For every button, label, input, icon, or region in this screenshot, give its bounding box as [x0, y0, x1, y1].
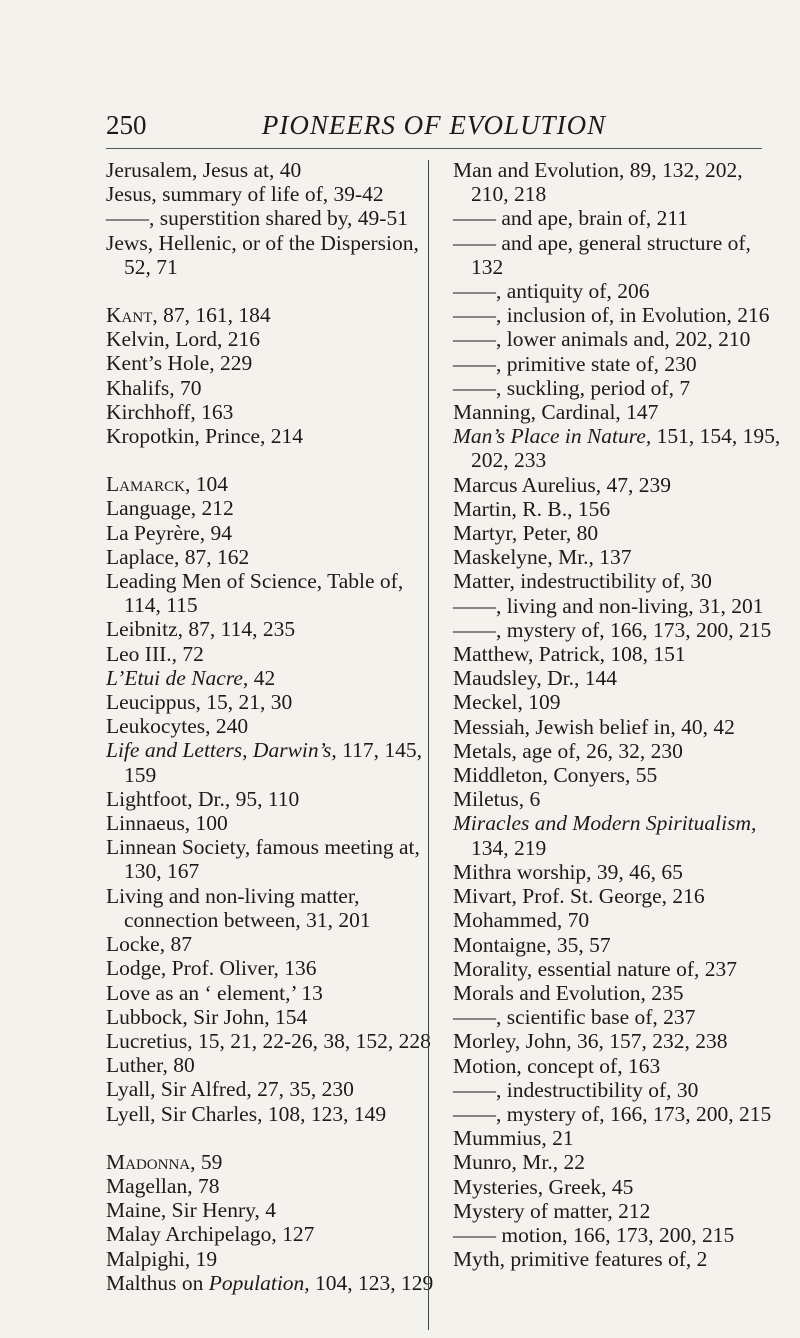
index-entry-text: Man and Evolution, 89, 132, 202, 210, 218	[453, 158, 743, 207]
index-entry	[453, 400, 783, 424]
index-entry	[106, 956, 436, 980]
index-entry-text: Martin, R. B., 156	[453, 496, 611, 521]
index-entry	[453, 376, 783, 400]
index-entry	[453, 158, 783, 206]
index-entry	[453, 303, 783, 327]
index-entry-text: Mystery of matter, 212	[453, 1198, 651, 1223]
index-entry	[453, 1005, 783, 1029]
index-entry-text: Munro, Mr., 22	[453, 1150, 585, 1175]
index-entry-text: Martyr, Peter, 80	[453, 521, 599, 546]
index-entry	[106, 182, 436, 206]
index-entry-text: Lightfoot, Dr., 95, 110	[106, 786, 300, 811]
index-entry-text: Myth, primitive features of, 2	[453, 1247, 708, 1272]
index-entry	[106, 690, 436, 714]
index-entry	[453, 206, 783, 230]
index-entry-text: Lyall, Sir Alfred, 27, 35, 230	[106, 1077, 354, 1102]
index-entry-text: Language, 212	[106, 496, 234, 521]
index-entry-text: ——, inclusion of, in Evolution, 216	[453, 303, 770, 328]
index-entry-text: 117, 145, 159	[124, 738, 422, 787]
index-entry-text: Mithra worship, 39, 46, 65	[453, 859, 683, 884]
index-entry	[106, 158, 436, 182]
index-entry-text: Linnean Society, famous meeting at, 130, 167	[106, 835, 420, 884]
section-gap	[106, 1126, 436, 1150]
index-entry-text: Metals, age of, 26, 32, 230	[453, 738, 683, 763]
index-entry	[106, 1247, 436, 1271]
index-entry	[453, 594, 783, 618]
index-entry-text: Leukocytes, 240	[106, 714, 249, 739]
index-entry-text: Locke, 87	[106, 932, 192, 957]
index-entry-text: ——, primitive state of, 230	[453, 351, 697, 376]
index-entry	[106, 1077, 436, 1101]
index-entry-text: Motion, concept of, 163	[453, 1053, 661, 1078]
index-entry	[106, 1053, 436, 1077]
index-entry-text: Madonna, 59	[106, 1149, 223, 1174]
index-entry	[106, 1174, 436, 1198]
index-entry-text: ——, superstition shared by, 49-51	[106, 206, 408, 231]
index-entry	[453, 279, 783, 303]
index-entry-title: L’Etui de Nacre,	[106, 665, 249, 690]
index-entry	[106, 376, 436, 400]
index-entry	[106, 303, 436, 327]
index-entry-text: Malthus on	[106, 1270, 209, 1295]
index-entry-text: La Peyrère, 94	[106, 520, 232, 545]
index-entry-text: Morley, John, 36, 157, 232, 238	[453, 1029, 728, 1054]
index-entry-text: Marcus Aurelius, 47, 239	[453, 472, 671, 497]
index-entry	[453, 1102, 783, 1126]
index-entry	[106, 400, 436, 424]
index-entry	[453, 690, 783, 714]
index-entry-text: Manning, Cardinal, 147	[453, 400, 659, 425]
index-entry-text: Leucippus, 15, 21, 30	[106, 690, 293, 715]
index-entry	[453, 981, 783, 1005]
index-entry	[106, 1029, 436, 1053]
index-entry-title: Miracles and Modern Spiritualism,	[453, 811, 757, 836]
index-entry	[106, 545, 436, 569]
index-entry	[106, 714, 436, 738]
index-entry-text: ——, antiquity of, 206	[453, 279, 650, 304]
index-entry	[106, 1005, 436, 1029]
index-entry-text: Leading Men of Science, Table of, 114, 115	[106, 569, 404, 618]
index-entry	[106, 738, 436, 786]
index-entry-text: Morals and Evolution, 235	[453, 980, 684, 1005]
index-entry-text: ——, lower animals and, 202, 210	[453, 327, 751, 352]
index-entry-text: Kropotkin, Prince, 214	[106, 424, 304, 449]
index-entry-text: Kent’s Hole, 229	[106, 351, 253, 376]
index-entry	[453, 545, 783, 569]
index-entry	[106, 1198, 436, 1222]
index-entry	[453, 763, 783, 787]
section-gap	[106, 448, 436, 472]
index-entry	[106, 327, 436, 351]
index-entry-text: Maudsley, Dr., 144	[453, 666, 618, 691]
index-entry-text: Living and non-living matter, connection between, 31, 201	[106, 883, 371, 932]
index-entry	[453, 1029, 783, 1053]
index-column-left	[106, 158, 436, 1295]
index-entry	[106, 811, 436, 835]
page-number: 250	[106, 110, 147, 140]
index-entry-text: Magellan, 78	[106, 1173, 220, 1198]
index-entry	[453, 715, 783, 739]
index-entry-text: Jesus, summary of life of, 39-42	[106, 182, 384, 207]
index-entry	[106, 1222, 436, 1246]
index-entry	[106, 206, 436, 230]
index-entry-text: Kelvin, Lord, 216	[106, 327, 261, 352]
index-entry	[106, 521, 436, 545]
index-entry	[453, 1150, 783, 1174]
index-entry	[106, 666, 436, 690]
index-entry	[106, 569, 436, 617]
section-gap	[106, 279, 436, 303]
index-entry-text: Malay Archipelago, 127	[106, 1222, 315, 1247]
index-entry	[453, 642, 783, 666]
index-entry-text: Meckel, 109	[453, 690, 561, 715]
index-entry-text: ——, mystery of, 166, 173, 200, 215	[453, 1101, 772, 1126]
index-entry	[106, 1150, 436, 1174]
index-entry	[453, 739, 783, 763]
index-entry	[453, 860, 783, 884]
index-entry-text: Linnaeus, 100	[106, 811, 228, 836]
index-entry	[106, 835, 436, 883]
index-entry	[106, 932, 436, 956]
index-entry	[453, 957, 783, 981]
index-entry	[453, 521, 783, 545]
index-entry-text: Luther, 80	[106, 1053, 195, 1078]
index-entry	[453, 497, 783, 521]
index-entry-text: Maine, Sir Henry, 4	[106, 1198, 276, 1223]
index-entry-text: Middleton, Conyers, 55	[453, 763, 658, 788]
index-entry-text: Montaigne, 35, 57	[453, 932, 611, 957]
index-entry	[453, 473, 783, 497]
index-entry	[106, 1271, 436, 1295]
index-entry	[453, 1054, 783, 1078]
index-entry-text: Laplace, 87, 162	[106, 544, 250, 569]
index-entry	[453, 1126, 783, 1150]
index-entry	[106, 617, 436, 641]
index-entry-text: Khalifs, 70	[106, 375, 202, 400]
index-entry	[106, 496, 436, 520]
index-entry	[453, 933, 783, 957]
index-entry-text: Morality, essential nature of, 237	[453, 956, 738, 981]
index-entry-text: Lucretius, 15, 21, 22-26, 38, 152, 228	[106, 1028, 431, 1053]
index-entry	[106, 642, 436, 666]
index-entry-text: ——, living and non-living, 31, 201	[453, 593, 764, 618]
index-entry-text: Mysteries, Greek, 45	[453, 1174, 634, 1199]
index-entry	[453, 908, 783, 932]
page-header	[106, 108, 762, 149]
column-divider	[428, 160, 429, 1330]
index-entry	[453, 1223, 783, 1247]
index-entry	[453, 1199, 783, 1223]
index-entry-text: Leibnitz, 87, 114, 235	[106, 617, 296, 642]
index-entry	[106, 472, 436, 496]
index-entry	[453, 231, 783, 279]
index-entry-text: ——, suckling, period of, 7	[453, 375, 691, 400]
index-entry-text: Lyell, Sir Charles, 108, 123, 149	[106, 1101, 387, 1126]
index-entry	[106, 424, 436, 448]
index-entry	[453, 1078, 783, 1102]
index-entry-text: 104, 123, 129	[309, 1270, 434, 1295]
index-entry	[453, 569, 783, 593]
index-entry	[106, 351, 436, 375]
index-entry	[453, 811, 783, 859]
index-entry-text: Maskelyne, Mr., 137	[453, 545, 632, 570]
index-entry-title: Life and Letters, Darwin’s,	[106, 738, 337, 763]
index-entry-text: ——, indestructibility of, 30	[453, 1077, 699, 1102]
index-entry-text: Matter, indestructibility of, 30	[453, 569, 712, 594]
running-title: PIONEERS OF EVOLUTION	[261, 110, 607, 140]
index-entry-text: Kirchhoff, 163	[106, 399, 234, 424]
index-entry-text: 151, 154, 195, 202, 233	[471, 424, 781, 473]
index-entry	[453, 327, 783, 351]
index-entry	[453, 352, 783, 376]
index-entry-text: Messiah, Jewish belief in, 40, 42	[453, 714, 735, 739]
index-entry-text: Malpighi, 19	[106, 1246, 218, 1271]
index-entry	[106, 981, 436, 1005]
index-entry	[453, 666, 783, 690]
index-entry-text: Kant, 87, 161, 184	[106, 303, 271, 328]
index-entry	[453, 618, 783, 642]
index-entry-text: ——, scientific base of, 237	[453, 1005, 696, 1030]
index-entry	[106, 231, 436, 279]
index-entry-text: Matthew, Patrick, 108, 151	[453, 642, 686, 667]
index-entry-title: Population,	[208, 1270, 310, 1295]
index-entry	[453, 787, 783, 811]
index-entry	[106, 787, 436, 811]
index-entry-text: ——, mystery of, 166, 173, 200, 215	[453, 617, 772, 642]
index-entry-text: Mivart, Prof. St. George, 216	[453, 884, 705, 909]
index-entry-title: Man’s Place in Nature,	[453, 424, 652, 449]
index-entry-text: 134, 219	[471, 835, 547, 860]
index-entry-text: Miletus, 6	[453, 787, 541, 812]
index-entry-text: Lubbock, Sir John, 154	[106, 1004, 308, 1029]
index-entry-text: Lamarck, 104	[106, 472, 228, 497]
index-entry-text: Jews, Hellenic, or of the Dispersion, 52, 71	[106, 230, 419, 279]
index-column-right	[453, 158, 783, 1271]
index-entry-text: Leo III., 72	[106, 641, 204, 666]
index-entry-text: Jerusalem, Jesus at, 40	[106, 158, 302, 182]
index-entry-text: Love as an ‘ element,’ 13	[106, 980, 323, 1005]
index-entry-text: Mummius, 21	[453, 1126, 574, 1151]
index-entry-text: Mohammed, 70	[453, 908, 590, 933]
index-entry-text: —— and ape, brain of, 211	[453, 206, 689, 231]
index-entry-text: —— and ape, general structure of, 132	[453, 230, 751, 279]
index-entry-text: Lodge, Prof. Oliver, 136	[106, 956, 317, 981]
index-entry	[106, 1102, 436, 1126]
index-entry	[453, 884, 783, 908]
index-entry	[453, 1247, 783, 1271]
index-entry	[453, 424, 783, 472]
index-entry-text: —— motion, 166, 173, 200, 215	[453, 1222, 735, 1247]
index-entry	[106, 884, 436, 932]
index-entry	[453, 1175, 783, 1199]
index-entry-text: 42	[248, 665, 276, 690]
